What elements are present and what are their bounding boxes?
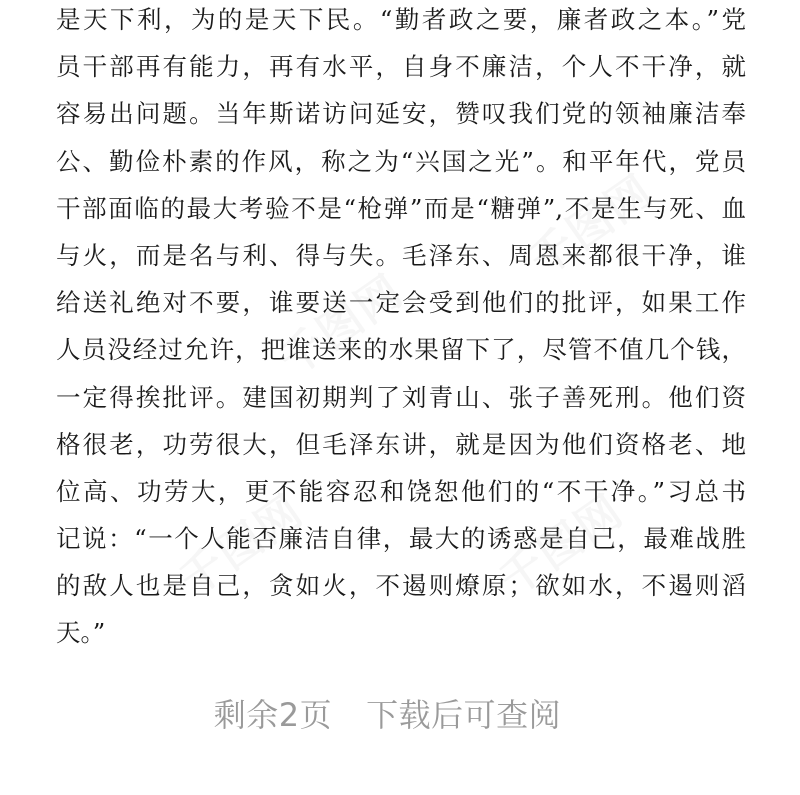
text-line: 天。” xyxy=(56,618,106,648)
text-line: 格很老，功劳很大，但毛泽东讲，就是因为他们资格老、地 xyxy=(56,429,746,459)
text-line: 一定得挨批评。建国初期判了刘青山、张子善死刑。他们资 xyxy=(56,382,746,412)
text-line: 公、勤俭朴素的作风，称之为“兴国之光”。和平年代，党员 xyxy=(56,146,746,176)
watermark: 千图网 xyxy=(270,265,413,387)
text-line: 与火，而是名与利、得与失。毛泽东、周恩来都很干净，谁 xyxy=(56,240,746,270)
remaining-pages-label: 剩余2页 xyxy=(213,696,333,734)
watermark: 千图网 xyxy=(170,485,313,607)
text-line: 位高、功劳大，更不能容忍和饶恕他们的“不干净。”习总书 xyxy=(56,476,746,506)
text-line: 记说：“一个人能否廉洁自律，最大的诱惑是自己，最难战胜 xyxy=(56,524,746,554)
text-line: 员干部再有能力，再有水平，自身不廉洁，个人不干净，就 xyxy=(56,52,746,82)
text-line: 给送礼绝对不要，谁要送一定会受到他们的批评，如果工作 xyxy=(56,288,746,318)
remaining-pages-banner[interactable] xyxy=(0,690,775,736)
text-line: 的敌人也是自己，贪如火，不遏则燎原；欲如水，不遏则滔 xyxy=(56,571,746,601)
text-line: 干部面临的最大考验不是“枪弹”而是“糖弹”,不是生与死、血 xyxy=(56,193,746,223)
download-hint-label: 下载后可查阅 xyxy=(366,696,562,734)
text-line: 是天下利，为的是天下民。“勤者政之要，廉者政之本。”党 xyxy=(56,5,746,34)
text-line: 容易出问题。当年斯诺访问延安，赞叹我们党的领袖廉洁奉 xyxy=(56,99,746,129)
document-body xyxy=(56,0,746,657)
watermark: 千图网 xyxy=(490,485,633,607)
watermark: 千图网 xyxy=(520,165,663,287)
text-line: 人员没经过允许，把谁送来的水果留下了，尽管不值几个钱， xyxy=(56,335,746,365)
